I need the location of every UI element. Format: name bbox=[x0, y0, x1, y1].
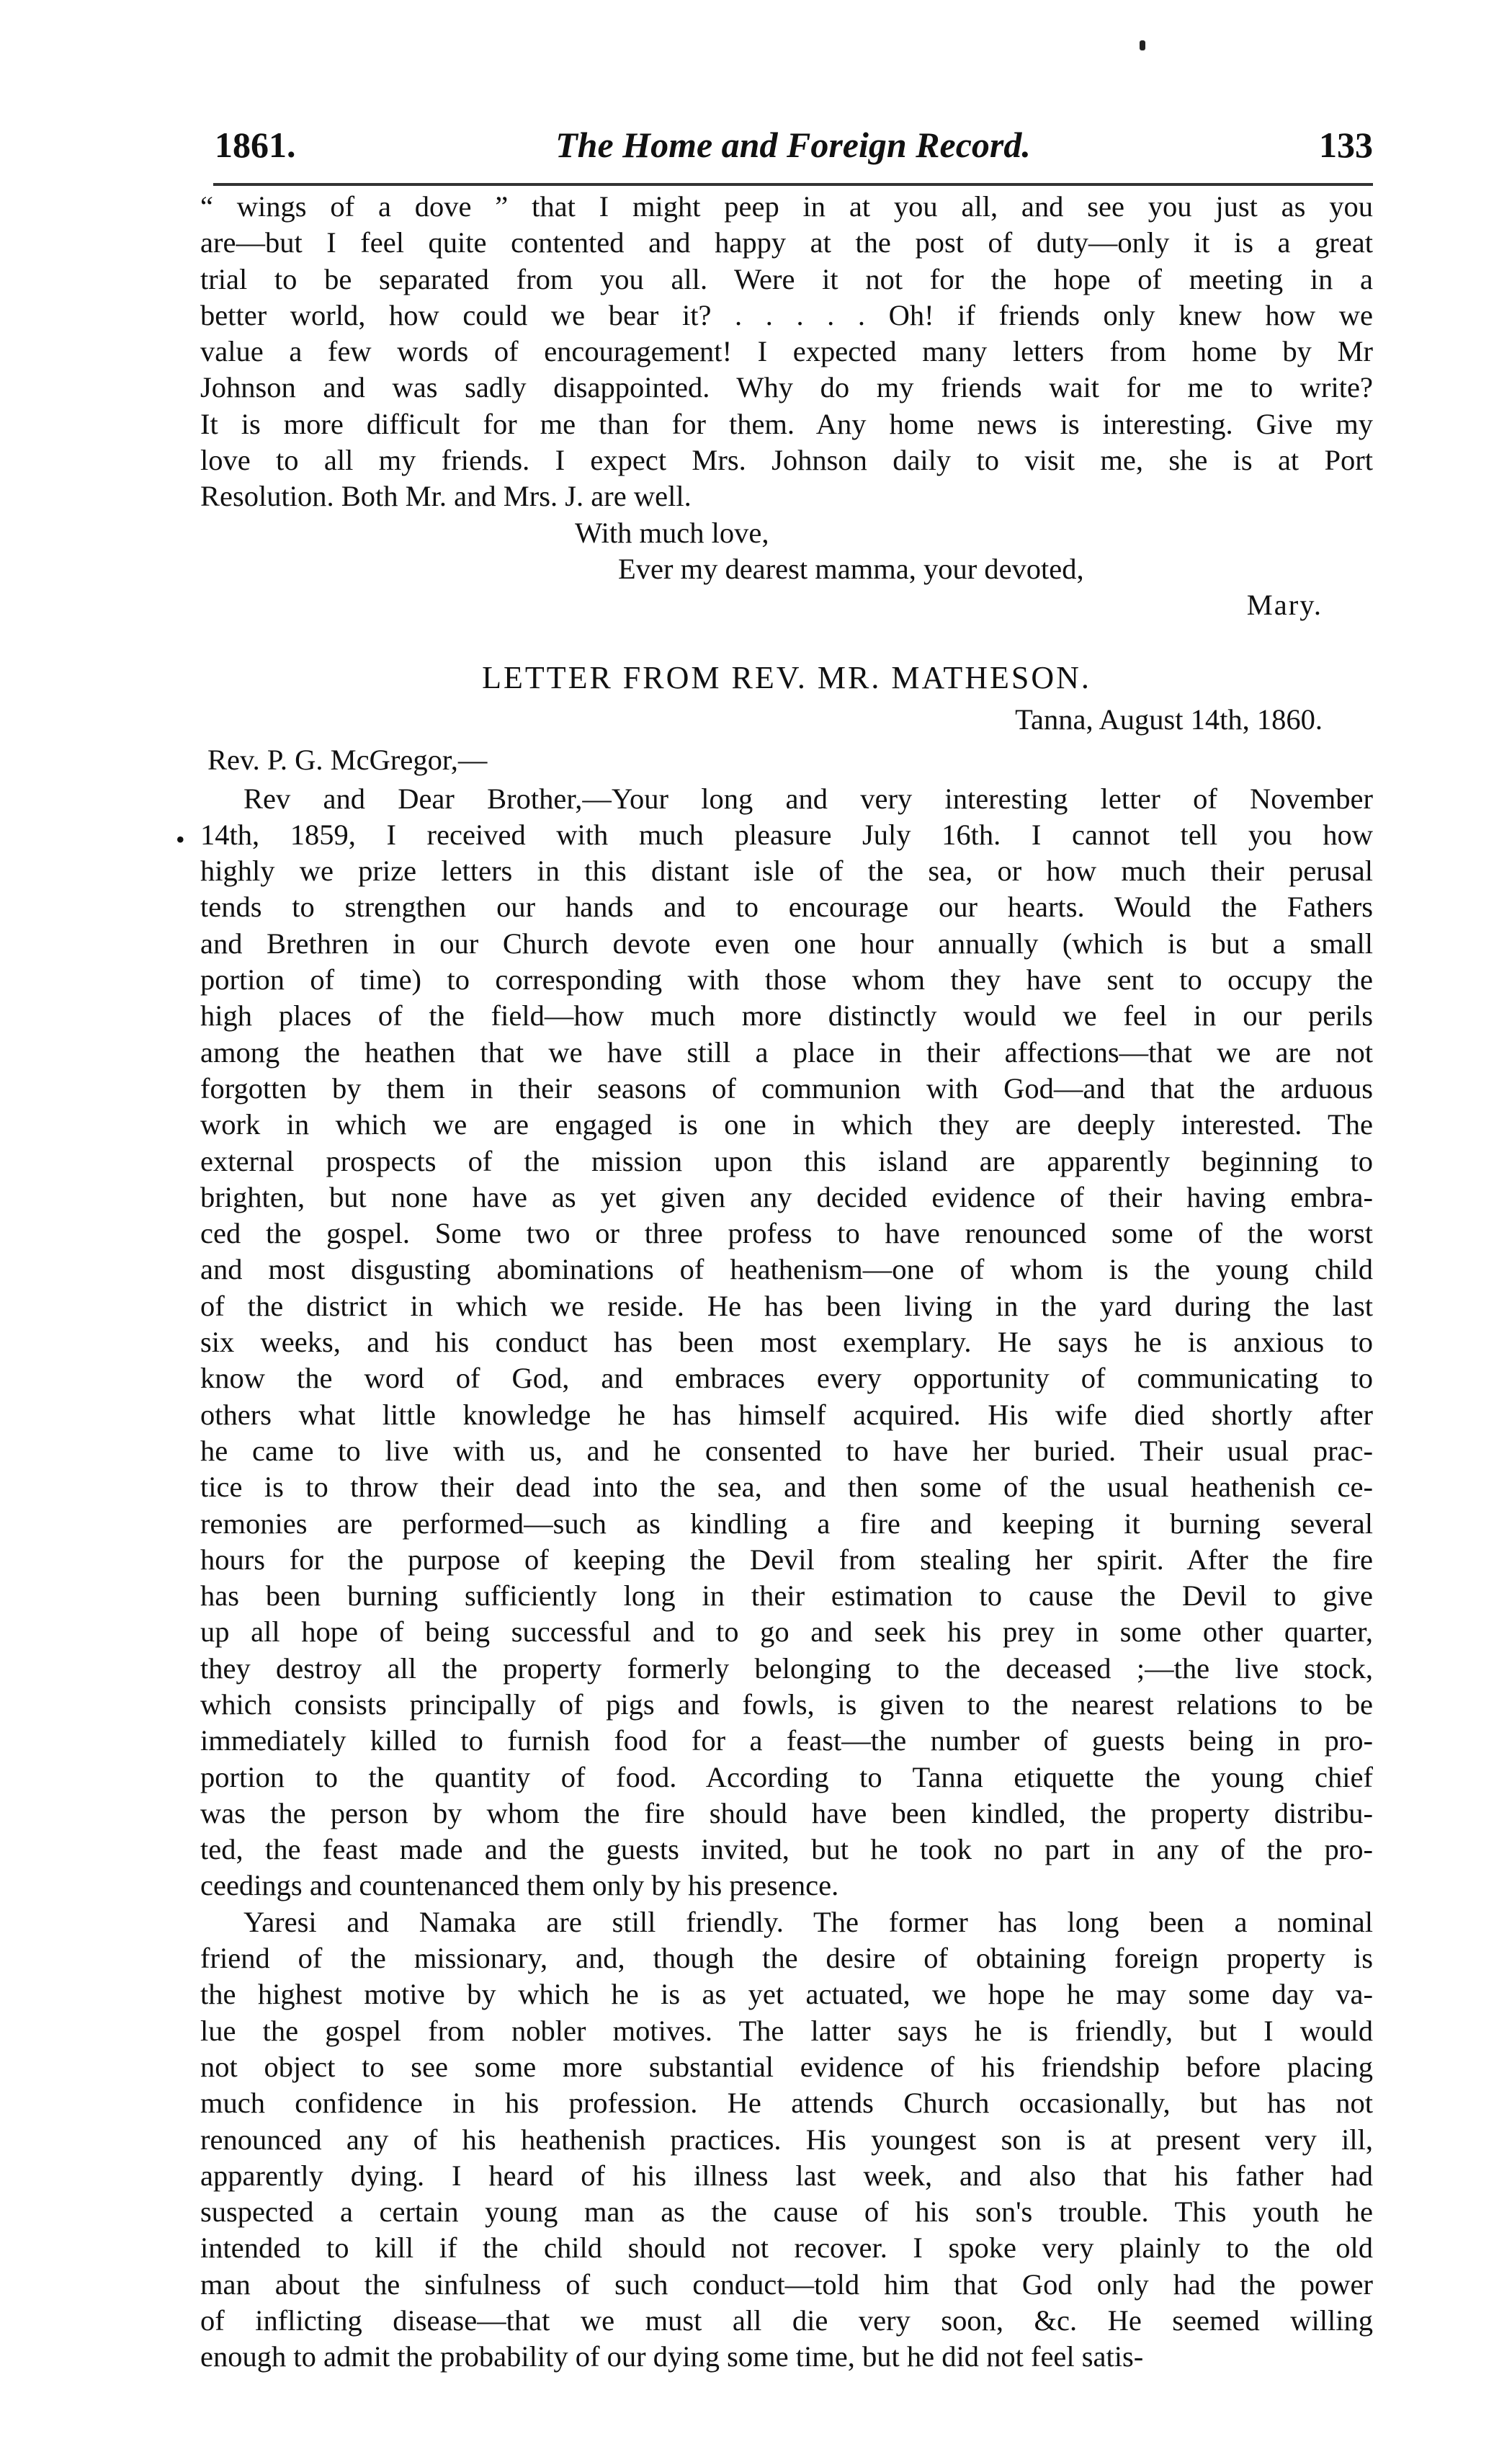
text-line: ted, the feast made and the guests invited, but he took no part in any of the pro- bbox=[200, 1833, 1373, 1866]
section-heading: LETTER FROM REV. MR. MATHESON. bbox=[482, 659, 1091, 695]
text-line: has been burning sufficiently long in their estimation to cause the Devil to give bbox=[200, 1579, 1373, 1613]
text-line: 14th, 1859, I received with much pleasure July 16th. I cannot tell you how bbox=[200, 818, 1373, 851]
text-line: are—but I feel quite contented and happy at the post of duty—only it is a great bbox=[200, 226, 1373, 259]
letter-body-paragraph-1 bbox=[200, 781, 1373, 1904]
text-line: remonies are performed—such as kindling a fire and keeping it burning several bbox=[200, 1507, 1373, 1540]
text-line: friend of the missionary, and, though the desire of obtaining foreign property is bbox=[200, 1942, 1373, 1975]
text-line: “ wings of a dove ” that I might peep in at you all, and see you just as you bbox=[200, 190, 1373, 223]
text-line: external prospects of the mission upon this island are apparently beginning to bbox=[200, 1144, 1373, 1177]
text-line: immediately killed to furnish food for a feast—the number of guests being in pro- bbox=[200, 1724, 1373, 1757]
text-line: ceedings and countenanced them only by his presence. bbox=[200, 1869, 839, 1902]
closing-love: With much love, bbox=[575, 516, 769, 549]
text-line: hours for the purpose of keeping the Devil from stealing her spirit. After the fire bbox=[200, 1543, 1373, 1576]
text-line: lue the gospel from nobler motives. The latter says he is friendly, but I would bbox=[200, 2014, 1373, 2047]
text-line: the highest motive by which he is as yet actuated, we hope he may some day va- bbox=[200, 1978, 1373, 2011]
text-line: It is more difficult for me than for them. Any home news is interesting. Give my bbox=[200, 407, 1373, 440]
text-line: of inflicting disease—that we must all die very soon, &c. He seemed willing bbox=[200, 2304, 1373, 2337]
signature-mary: Mary. bbox=[1246, 589, 1323, 622]
text-line: suspected a certain young man as the cause of his son's trouble. This youth he bbox=[200, 2195, 1373, 2229]
header-page-number: 133 bbox=[1319, 125, 1373, 165]
header-year: 1861. bbox=[215, 125, 296, 165]
closing-ever: Ever my dearest mamma, your devoted, bbox=[618, 552, 1084, 585]
text-line: man about the sinfulness of such conduct—told him that God only had the power bbox=[200, 2267, 1373, 2301]
text-line: Yaresi and Namaka are still friendly. The former has long been a nominal bbox=[243, 1905, 1373, 1938]
text-line: Johnson and was sadly disappointed. Why do my friends wait for me to write? bbox=[200, 371, 1373, 404]
text-line: and most disgusting abominations of heathenism—one of whom is the young child bbox=[200, 1253, 1373, 1286]
text-line: brighten, but none have as yet given any decided evidence of their having embra- bbox=[200, 1180, 1373, 1213]
text-line: others what little knowledge he has himself acquired. His wife died shortly after bbox=[200, 1398, 1373, 1431]
text-line: love to all my friends. I expect Mrs. Johnson daily to visit me, she is at Port bbox=[200, 444, 1373, 477]
text-line: was the person by whom the fire should have been kindled, the property distribu- bbox=[200, 1796, 1373, 1829]
text-line: trial to be separated from you all. Were it not for the hope of meeting in a bbox=[200, 262, 1373, 295]
text-line: high places of the field—how much more distinctly would we feel in our perils bbox=[200, 999, 1373, 1033]
letter-one-continuation bbox=[200, 189, 1373, 515]
text-line: apparently dying. I heard of his illness last week, and also that his father had bbox=[200, 2159, 1373, 2192]
text-line: renounced any of his heathenish practices. His youngest son is at present very ill, bbox=[200, 2123, 1373, 2156]
text-line: portion of time) to corresponding with those whom they have sent to occupy the bbox=[200, 963, 1373, 996]
text-line: forgotten by them in their seasons of communion with God—and that the arduous bbox=[200, 1071, 1373, 1105]
text-line: up all hope of being successful and to go and seek his prey in some other quarter, bbox=[200, 1615, 1373, 1649]
text-line: Rev and Dear Brother,—Your long and very interesting letter of November bbox=[243, 782, 1373, 815]
text-column bbox=[200, 189, 1373, 2376]
salutation: Rev. P. G. McGregor,— bbox=[207, 743, 488, 776]
letter-body-paragraph-2 bbox=[200, 1904, 1373, 2376]
text-line: six weeks, and his conduct has been most exemplary. He says he is anxious to bbox=[200, 1326, 1373, 1359]
text-line: know the word of God, and embraces every opportunity of communicating to bbox=[200, 1362, 1373, 1395]
text-line: much confidence in his profession. He attends Church occasionally, but has not bbox=[200, 2087, 1373, 2120]
text-line: tice is to throw their dead into the sea, and then some of the usual heathenish ce- bbox=[200, 1471, 1373, 1504]
text-line: value a few words of encouragement! I expected many letters from home by Mr bbox=[200, 335, 1373, 368]
text-line: Resolution. Both Mr. and Mrs. J. are well. bbox=[200, 480, 692, 513]
text-line: work in which we are engaged is one in which they are deeply interested. The bbox=[200, 1108, 1373, 1141]
text-line: portion to the quantity of food. According to Tanna etiquette the young chief bbox=[200, 1760, 1373, 1793]
header-rule bbox=[213, 183, 1373, 186]
text-line: ced the gospel. Some two or three profess to have renounced some of the worst bbox=[200, 1217, 1373, 1250]
margin-bullet: • bbox=[176, 825, 185, 854]
text-line: intended to kill if the child should not recover. I spoke very plainly to the old bbox=[200, 2231, 1373, 2265]
text-line: among the heathen that we have still a place in their affections—that we are not bbox=[200, 1035, 1373, 1069]
text-line: which consists principally of pigs and fowls, is given to the nearest relations to be bbox=[200, 1687, 1373, 1721]
running-header bbox=[213, 124, 1373, 182]
text-line: of the district in which we reside. He has been living in the yard during the last bbox=[200, 1289, 1373, 1322]
text-line: highly we prize letters in this distant isle of the sea, or how much their perusal bbox=[200, 855, 1373, 888]
text-line: not object to see some more substantial evidence of his friendship before placing bbox=[200, 2050, 1373, 2083]
text-line: enough to admit the probability of our dying some time, but he did not feel satis- bbox=[200, 2340, 1144, 2373]
text-line: better world, how could we bear it? . . . . . Oh! if friends only knew how we bbox=[200, 298, 1373, 331]
text-line: tends to strengthen our hands and to encourage our hearts. Would the Fathers bbox=[200, 891, 1373, 924]
text-line: they destroy all the property formerly belonging to the deceased ;—the live stock, bbox=[200, 1651, 1373, 1685]
header-title: The Home and Foreign Record. bbox=[555, 125, 1031, 165]
text-line: and Brethren in our Church devote even one hour annually (which is but a small bbox=[200, 927, 1373, 960]
text-line: he came to live with us, and he consented to have her buried. Their usual prac- bbox=[200, 1434, 1373, 1467]
dateline: Tanna, August 14th, 1860. bbox=[1015, 703, 1323, 736]
ink-mark bbox=[1140, 40, 1145, 50]
